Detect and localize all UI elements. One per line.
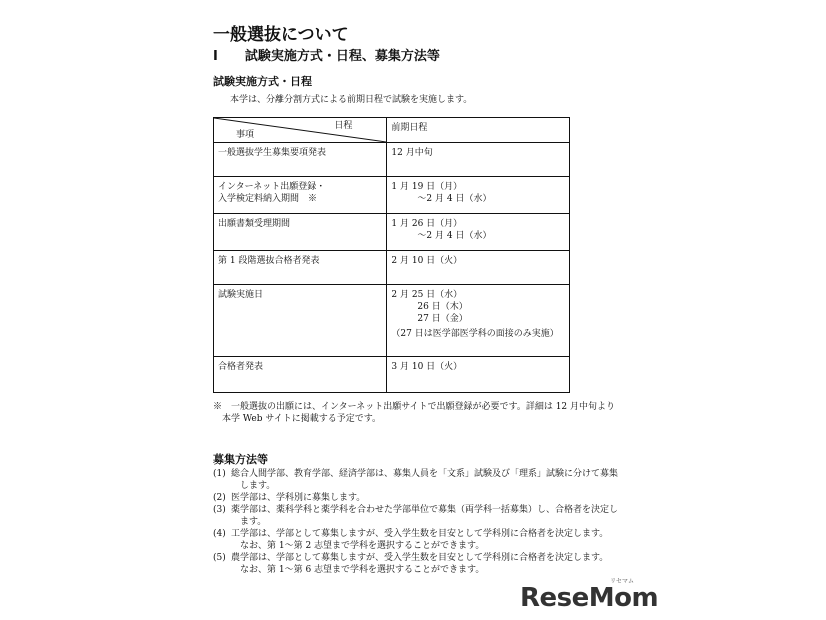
list-item-number: (3) [213,505,226,515]
section-heading [213,45,440,64]
item-line: 合格者発表 [218,362,264,372]
row-dates [387,177,570,214]
list-item-line: なお、第 1〜第 2 志望まで学科を選択することができます。 [240,541,485,551]
list-item-number: (4) [213,529,226,539]
row-dates [387,285,570,357]
list-item-number: (5) [213,553,226,563]
row-item [214,177,387,214]
date-line: 12 月中旬 [391,148,433,158]
date-line: 26 日（木） [408,302,468,312]
row-dates [387,251,570,285]
row-item [214,357,387,393]
table-row [214,214,570,251]
item-line: 入学検定料納入期間 ※ [218,194,318,204]
list-item-line: 薬学部は、薬科学科と薬学科を合わせた学部単位で募集（両学科一括募集）し、合格者を決定し [231,505,619,515]
date-line: 1 月 19 日（月） [391,182,463,192]
list-item-line: 工学部は、学部として募集しますが、受入学生数を目安として学科別に合格者を決定します。 [231,529,609,539]
date-line: 〜2 月 4 日（水） [408,194,492,204]
table-row [214,285,570,357]
header-date-col: 前期日程 [387,118,570,143]
row-item [214,143,387,177]
header-item-label: 事項 [236,130,255,140]
page-title: 一般選抜について [213,25,349,45]
list-item-number: (1) [213,469,226,479]
schedule-header-row [214,118,570,143]
date-note: （27 日は医学部医学科の面接のみ実施） [391,329,559,339]
section-number: Ⅰ [213,49,218,64]
row-item [214,214,387,251]
schedule-heading: 試験実施方式・日程 [213,75,312,88]
list-item-line: なお、第 1〜第 6 志望まで学科を選択することができます。 [240,565,485,575]
list-item [213,468,643,492]
row-item [214,285,387,357]
list-item-line: 総合人間学部、教育学部、経済学部は、募集人員を「文系」試験及び「理系」試験に分けて募集 [231,469,619,479]
resemom-logo: ReseMom [520,583,659,613]
header-schedule-label: 日程 [334,121,353,131]
list-item-line: 農学部は、学部として募集しますが、受入学生数を目安として学科別に合格者を決定します。 [231,553,609,563]
item-line: 試験実施日 [218,290,264,300]
footnote-line: ※ 一般選抜の出願には、インターネット出願サイトで出願登録が必要です。詳細は 12 月中旬より [213,402,616,412]
section-heading-text: 試験実施方式・日程、募集方法等 [244,49,440,64]
row-dates [387,357,570,393]
row-dates [387,143,570,177]
date-line: 27 日（金） [408,314,468,324]
list-item-line: します。 [240,481,276,491]
date-line: 1 月 26 日（月） [391,219,463,229]
item-line: 出願書類受理期間 [218,219,291,229]
watermark-ruby: リセマム [610,578,634,585]
list-item-line: ます。 [240,517,267,527]
date-line: 〜2 月 4 日（水） [408,231,492,241]
list-item [213,552,643,576]
schedule-intro: 本学は、分離分割方式による前期日程で試験を実施します。 [230,95,473,105]
schedule-table [213,117,570,393]
list-item-number: (2) [213,493,226,503]
list-item [213,492,643,504]
item-line: 一般選抜学生募集要項発表 [218,148,327,158]
table-row [214,357,570,393]
table-row [214,143,570,177]
row-item [214,251,387,285]
list-item-line: 医学部は、学科別に募集します。 [231,493,366,503]
list-item [213,504,643,528]
table-row [214,177,570,214]
header-diagonal-cell [214,118,387,143]
date-line: 3 月 10 日（火） [391,362,463,372]
methods-heading: 募集方法等 [213,453,268,466]
row-dates [387,214,570,251]
table-row [214,251,570,285]
schedule-footnote [213,401,615,425]
item-line: インターネット出願登録・ [218,182,326,192]
footnote-line: 本学 Web サイトに掲載する予定です。 [213,414,381,424]
methods-list [213,468,643,576]
item-line: 第 1 段階選抜合格者発表 [218,256,320,266]
date-line: 2 月 10 日（火） [391,256,463,266]
date-line: 2 月 25 日（水） [391,290,463,300]
list-item [213,528,643,552]
